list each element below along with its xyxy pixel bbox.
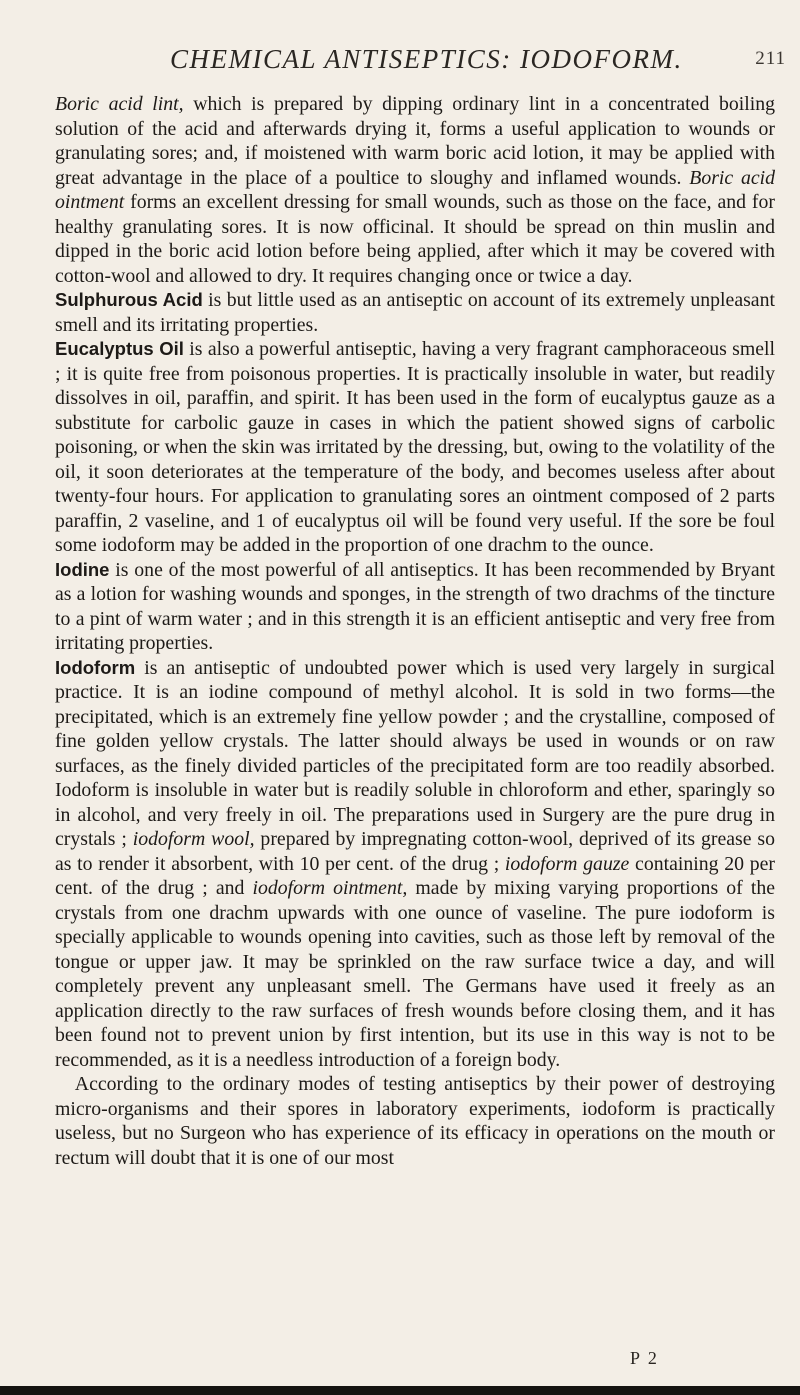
signature-mark: P 2 bbox=[630, 1348, 659, 1368]
page-edge-shadow bbox=[0, 1386, 800, 1395]
heading-eucalyptus-oil: Eucalyptus Oil bbox=[55, 338, 184, 359]
term-iodoform-ointment: iodoform ointment, bbox=[252, 877, 408, 899]
paragraph-text: is one of the most powerful of all antiseptics. It has been recommended by Bryant as a lotion for washing wounds and sponges, in the strength of two drachms of the tincture to a pint of warm water ; and in this strength it is an efficient antiseptic and very free from irritating properties. bbox=[55, 558, 775, 654]
paragraph-text: containing 20 per cent. of the drug ; and bbox=[55, 852, 775, 899]
heading-iodine: Iodine bbox=[55, 558, 110, 580]
paragraph-sulphurous-acid bbox=[55, 288, 775, 337]
page-number: 211 bbox=[755, 48, 786, 69]
body-text bbox=[55, 92, 775, 1170]
term-boric-acid-ointment: Boric acid ointment bbox=[55, 166, 775, 213]
paragraph-text: is but little used as an antiseptic on account of its extremely unpleasant smell and its irritating properties. bbox=[55, 289, 775, 336]
paragraph-text: According to the ordinary modes of testing antiseptics by their power of destroying micro-organisms and their spores in laboratory experiments, iodoform is practically useless, but no Surgeon who has experience of its efficacy in operations on the mouth or rectum will doubt that it is one of our most bbox=[55, 1073, 775, 1169]
paragraph-iodoform bbox=[55, 656, 775, 1073]
term-iodoform-gauze: iodoform gauze bbox=[504, 852, 630, 875]
heading-sulphurous-acid: Sulphurous Acid bbox=[55, 289, 203, 310]
running-head bbox=[0, 40, 800, 80]
term-boric-acid-lint: Boric acid lint, bbox=[55, 93, 184, 115]
paragraph-text: prepared by impregnating cotton-wool, deprived of its grease so as to render it absorbent, with 10 per cent. of the drug ; bbox=[55, 828, 775, 875]
paragraph-text: is also a powerful antiseptic, having a very fragrant camphoraceous smell ; it is quite free from poisonous properties. It is practically insoluble in water, but readily dissolves in oil, paraffin, and spirit. It has been used in the form of eucalyptus gauze as a substitute for carbolic gauze in cases in which the patient showed signs of carbolic poisoning, or when the skin was irritated by the dressing, but, owing to the volatility of the oil, it soon deteriorates at the temperature of the body, and becomes useless after about twenty-four hours. For application to granulating sores an ointment composed of 2 parts paraffin, 2 vaseline, and 1 of eucalyptus oil will be found very useful. If the sore be foul some iodoform may be added in the proportion of one drachm to the ounce. bbox=[55, 338, 775, 556]
paragraph-text: which is prepared by dipping ordinary lint in a concentrated boiling solution of the acid and afterwards drying it, forms a useful application to wounds or granulating sores; and, if moistened with warm boric acid lotion, it may be applied with great advantage in the place of a poultice to sloughy and inflamed wounds. bbox=[55, 93, 776, 189]
paragraph-text: is an antiseptic of undoubted power which is used very largely in surgical practice. It is an iodine compound of methyl alcohol. It is sold in two forms—the precipitated, which is an extremely fine yellow powder ; and the crystalline, composed of fine golden yellow crystals. The latter should always be used in wounds or on raw surfaces, as the finely divided particles of the precipitated form are too readily absorbed. Iodoform is insoluble in water but is readily soluble in chloroform and ether, sparingly so in alcohol, and very freely in oil. The preparations used in Surgery are the pure drug in crystals ; bbox=[55, 656, 775, 850]
paragraph-text: forms an excellent dressing for small wounds, such as those on the face, and for healthy granulating sores. It is now officinal. It should be spread on thin muslin and dipped in the boric acid lotion before being applied, after which it may be covered with cotton-wool and allowed to dry. It requires changing once or twice a day. bbox=[55, 191, 775, 287]
paragraph-boric-acid-lint bbox=[55, 92, 775, 288]
paragraph-eucalyptus-oil bbox=[55, 337, 775, 558]
paragraph-testing-antiseptics bbox=[55, 1072, 775, 1170]
running-title: CHEMICAL ANTISEPTICS: IODOFORM. bbox=[170, 44, 683, 74]
heading-iodoform: Iodoform bbox=[55, 656, 136, 678]
term-iodoform-wool: iodoform wool, bbox=[132, 828, 255, 850]
paragraph-iodine bbox=[55, 558, 775, 656]
paragraph-text: made by mixing varying proportions of the crystals from one drachm upwards with one ounce of vaseline. The pure iodoform is specially applicable to wounds opening into cavities, such as those left by removal of the tongue or upper jaw. It may be sprinkled on the raw surface twice a day, and will completely prevent any unpleasant smell. The Germans have used it freely as an application directly to the raw surfaces of fresh wounds before closing them, and it has been found not to prevent union by first intention, but its use in this way is not to be recommended, as it is a needless introduction of a foreign body. bbox=[55, 877, 775, 1071]
